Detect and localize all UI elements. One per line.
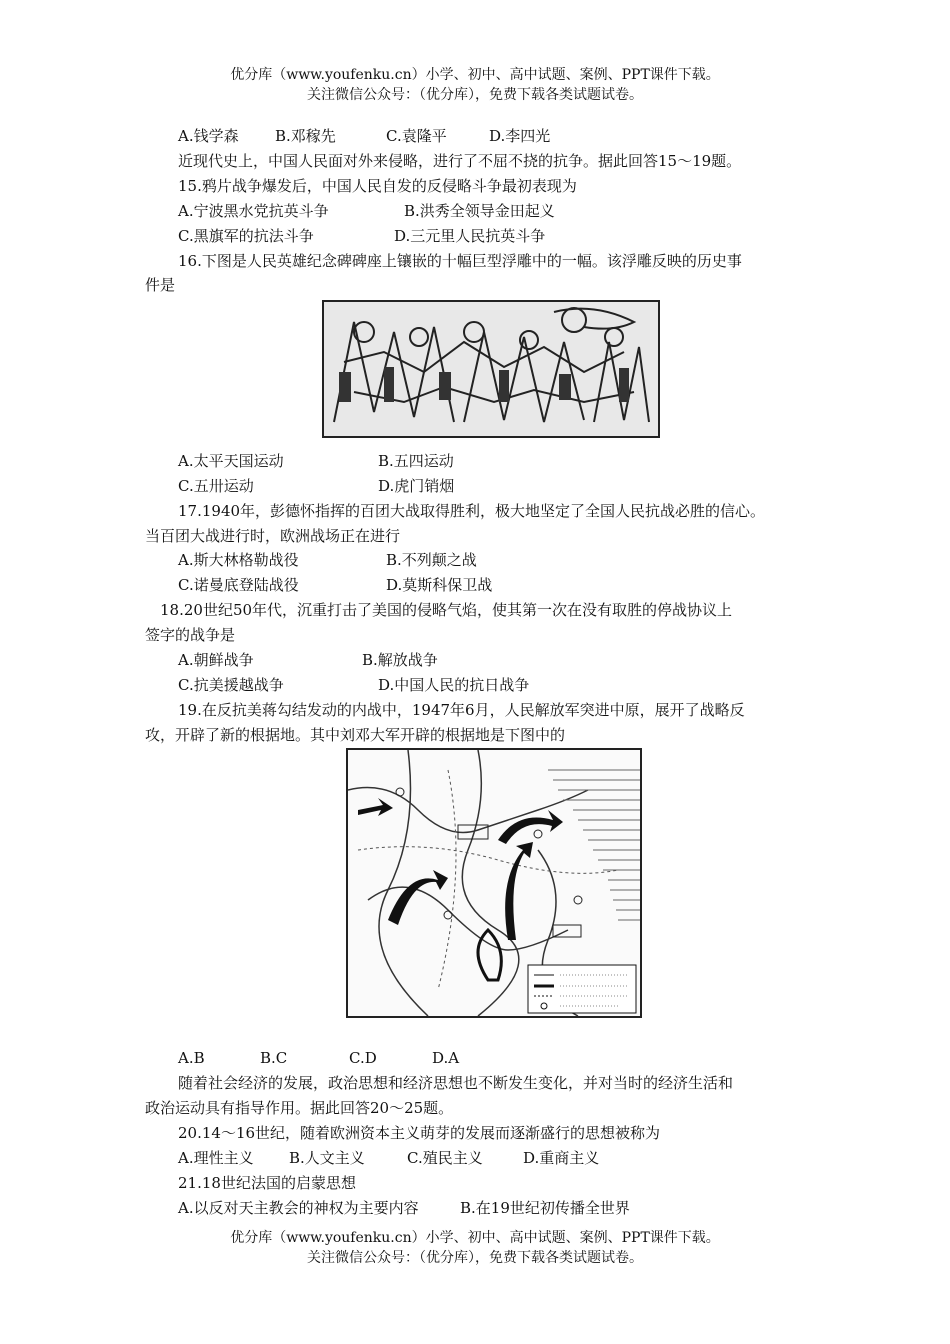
- q18-option-a: A.朝鲜战争: [178, 651, 254, 669]
- q18-option-c: C.抗美援越战争: [178, 676, 284, 694]
- q15-stem: 15.鸦片战争爆发后，中国人民自发的反侵略斗争最初表现为: [178, 177, 577, 195]
- q14-option-c: C.袁隆平: [386, 127, 447, 145]
- intro-20-25-line-2: 政治运动具有指导作用。据此回答20～25题。: [145, 1099, 454, 1117]
- campaign-map-image: [346, 748, 642, 1018]
- q16-stem-line-2: 件是: [145, 276, 176, 294]
- intro-20-25-line-1: 随着社会经济的发展，政治思想和经济思想也不断发生变化，并对当时的经济生活和: [178, 1074, 734, 1092]
- q16-option-c: C.五卅运动: [178, 477, 254, 495]
- q14-option-b: B.邓稼先: [275, 127, 336, 145]
- q16-stem-line-1: 16.下图是人民英雄纪念碑碑座上镶嵌的十幅巨型浮雕中的一幅。该浮雕反映的历史事: [178, 252, 742, 270]
- q14-option-a: A.钱学森: [178, 127, 239, 145]
- q16-option-d: D.虎门销烟: [378, 477, 455, 495]
- q17-option-a: A.斯大林格勒战役: [178, 551, 299, 569]
- q18-stem-line-2: 签字的战争是: [145, 626, 236, 644]
- q21-stem: 21.18世纪法国的启蒙思想: [178, 1174, 356, 1192]
- q16-option-b: B.五四运动: [378, 452, 454, 470]
- q16-option-a: A.太平天国运动: [178, 452, 284, 470]
- q19-stem-line-1: 19.在反抗美蒋勾结发动的内战中，1947年6月，人民解放军突进中原，展开了战略反: [178, 701, 745, 719]
- q14-option-d: D.李四光: [489, 127, 551, 145]
- q17-stem-line-2: 当百团大战进行时，欧洲战场正在进行: [145, 527, 401, 545]
- q19-stem-line-2: 攻，开辟了新的根据地。其中刘邓大军开辟的根据地是下图中的: [145, 726, 566, 744]
- relief-sculpture-image: [322, 300, 660, 438]
- header-line-1: 优分库（www.youfenku.cn）小学、初中、高中试题、案例、PPT课件下载。: [230, 67, 720, 83]
- q19-option-b: B.C: [260, 1049, 288, 1067]
- q21-option-a: A.以反对天主教会的神权为主要内容: [178, 1199, 419, 1217]
- q19-option-a: A.B: [178, 1049, 205, 1067]
- q19-option-c: C.D: [349, 1049, 377, 1067]
- intro-15-19: 近现代史上，中国人民面对外来侵略，进行了不屈不挠的抗争。据此回答15～19题。: [178, 152, 742, 170]
- footer-line-1: 优分库（www.youfenku.cn）小学、初中、高中试题、案例、PPT课件下载。: [230, 1230, 720, 1246]
- q15-option-c: C.黑旗军的抗法斗争: [178, 227, 314, 245]
- q17-option-d: D.莫斯科保卫战: [386, 576, 493, 594]
- q17-stem-line-1: 17.1940年，彭德怀指挥的百团大战取得胜利，极大地坚定了全国人民抗战必胜的信心。: [178, 502, 766, 520]
- q15-option-b: B.洪秀全领导金田起义: [404, 202, 555, 220]
- q20-option-d: D.重商主义: [523, 1149, 600, 1167]
- q19-option-d: D.A: [432, 1049, 460, 1067]
- q20-option-b: B.人文主义: [289, 1149, 365, 1167]
- q17-option-c: C.诺曼底登陆战役: [178, 576, 299, 594]
- q17-option-b: B.不列颠之战: [386, 551, 477, 569]
- q18-option-d: D.中国人民的抗日战争: [378, 676, 530, 694]
- q20-stem: 20.14～16世纪，随着欧洲资本主义萌芽的发展而逐渐盛行的思想被称为: [178, 1124, 661, 1142]
- q20-option-c: C.殖民主义: [407, 1149, 483, 1167]
- q18-option-b: B.解放战争: [362, 651, 438, 669]
- q15-option-a: A.宁波黑水党抗英斗争: [178, 202, 329, 220]
- footer-line-2: 关注微信公众号：（优分库），免费下载各类试题试卷。: [307, 1250, 643, 1266]
- q18-stem-line-1: 18.20世纪50年代，沉重打击了美国的侵略气焰，使其第一次在没有取胜的停战协议上: [160, 601, 733, 619]
- q21-option-b: B.在19世纪初传播全世界: [460, 1199, 630, 1217]
- q20-option-a: A.理性主义: [178, 1149, 254, 1167]
- q15-option-d: D.三元里人民抗英斗争: [394, 227, 546, 245]
- header-line-2: 关注微信公众号：（优分库），免费下载各类试题试卷。: [307, 87, 643, 103]
